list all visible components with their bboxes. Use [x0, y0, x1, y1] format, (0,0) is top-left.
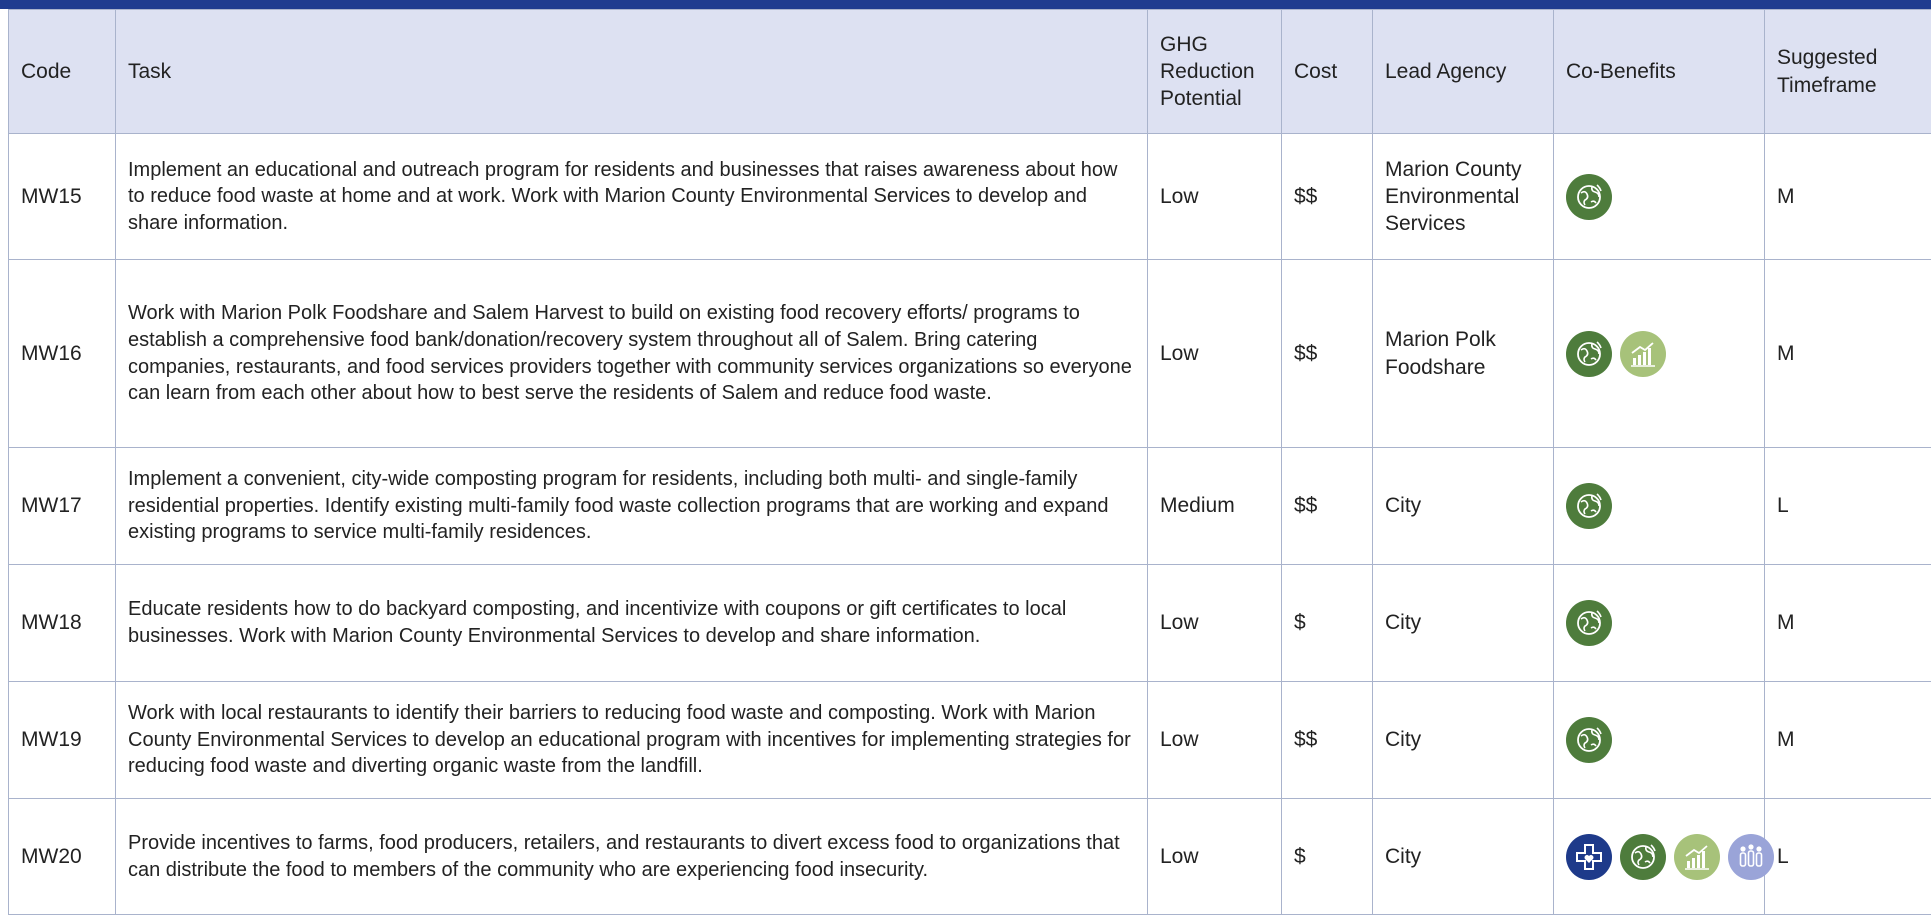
- row-ghg: Low: [1148, 260, 1282, 448]
- table-row: [9, 260, 1931, 448]
- header-cost: Cost: [1282, 10, 1373, 134]
- row-task: Implement an educational and outreach program for residents and businesses that raises awareness about how to reduce food waste at home and at work. Work with Marion County Environmental Services to develop and share information.: [116, 134, 1148, 260]
- row-task: Provide incentives to farms, food producers, retailers, and restaurants to divert excess food to organizations that can distribute the food to members of the community who are experiencing food insecurity.: [116, 799, 1148, 915]
- row-cost: $$: [1282, 260, 1373, 448]
- row-code: MW19: [9, 682, 116, 799]
- row-cost: $$: [1282, 134, 1373, 260]
- row-timeframe: M: [1765, 134, 1931, 260]
- header-code: Code: [9, 10, 116, 134]
- row-code: MW20: [9, 799, 116, 915]
- co-benefit-icons: [1566, 717, 1752, 763]
- row-timeframe: M: [1765, 260, 1931, 448]
- economy-icon: [1674, 834, 1720, 880]
- row-ghg: Low: [1148, 799, 1282, 915]
- row-task: Work with Marion Polk Foodshare and Salem Harvest to build on existing food recovery efforts/ programs to establish a comprehensive food bank/donation/recovery system throughout all of Salem. Bring catering companies, restaurants, and food services providers together with community services organizations so everyone can learn from each other about how to best serve the residents of Salem and reduce food waste.: [116, 260, 1148, 448]
- environment-icon: [1566, 717, 1612, 763]
- row-cost: $: [1282, 799, 1373, 915]
- table-row: [9, 134, 1931, 260]
- row-lead-agency: Marion County Environmental Services: [1373, 134, 1554, 260]
- table-row: [9, 682, 1931, 799]
- row-co-benefits: [1554, 134, 1765, 260]
- row-co-benefits: [1554, 448, 1765, 565]
- economy-icon: [1620, 331, 1666, 377]
- row-ghg: Medium: [1148, 448, 1282, 565]
- row-ghg: Low: [1148, 134, 1282, 260]
- row-code: MW15: [9, 134, 116, 260]
- row-co-benefits: [1554, 260, 1765, 448]
- environment-icon: [1566, 174, 1612, 220]
- row-ghg: Low: [1148, 682, 1282, 799]
- row-task: Implement a convenient, city-wide composting program for residents, including both multi- and single-family residential properties. Identify existing multi-family food waste collection programs that are working and expand existing programs to service multi-family residences.: [116, 448, 1148, 565]
- row-co-benefits: [1554, 682, 1765, 799]
- row-code: MW16: [9, 260, 116, 448]
- co-benefit-icons: [1566, 600, 1752, 646]
- header-timeframe: Suggested Timeframe: [1765, 10, 1931, 134]
- co-benefit-icons: [1566, 483, 1752, 529]
- row-code: MW17: [9, 448, 116, 565]
- row-lead-agency: City: [1373, 565, 1554, 682]
- co-benefit-icons: [1566, 174, 1752, 220]
- environment-icon: [1620, 834, 1666, 880]
- action-plan-table: [8, 9, 1931, 915]
- header-task: Task: [116, 10, 1148, 134]
- row-cost: $$: [1282, 448, 1373, 565]
- co-benefit-icons: [1566, 834, 1752, 880]
- row-lead-agency: City: [1373, 448, 1554, 565]
- header-accent-bar: [0, 0, 1931, 9]
- row-cost: $: [1282, 565, 1373, 682]
- health-icon: [1566, 834, 1612, 880]
- row-lead-agency: City: [1373, 799, 1554, 915]
- header-co-benefits: Co-Benefits: [1554, 10, 1765, 134]
- co-benefit-icons: [1566, 331, 1752, 377]
- table-row: [9, 448, 1931, 565]
- row-task: Work with local restaurants to identify their barriers to reducing food waste and composting. Work with Marion County Environmental Services to develop an educational program with incentives for implementing strategies for reducing food waste and diverting organic waste from the landfill.: [116, 682, 1148, 799]
- row-cost: $$: [1282, 682, 1373, 799]
- row-co-benefits: [1554, 565, 1765, 682]
- header-lead-agency: Lead Agency: [1373, 10, 1554, 134]
- row-timeframe: L: [1765, 448, 1931, 565]
- table-row: [9, 565, 1931, 682]
- row-lead-agency: City: [1373, 682, 1554, 799]
- row-task: Educate residents how to do backyard composting, and incentivize with coupons or gift certificates to local businesses. Work with Marion County Environmental Services to develop and share information.: [116, 565, 1148, 682]
- row-lead-agency: Marion Polk Foodshare: [1373, 260, 1554, 448]
- environment-icon: [1566, 600, 1612, 646]
- row-ghg: Low: [1148, 565, 1282, 682]
- equity-icon: [1728, 834, 1774, 880]
- row-code: MW18: [9, 565, 116, 682]
- row-timeframe: M: [1765, 565, 1931, 682]
- table-header-row: [9, 10, 1931, 134]
- table-row: [9, 799, 1931, 915]
- row-timeframe: L: [1765, 799, 1931, 915]
- environment-icon: [1566, 331, 1612, 377]
- environment-icon: [1566, 483, 1612, 529]
- row-timeframe: M: [1765, 682, 1931, 799]
- row-co-benefits: [1554, 799, 1765, 915]
- header-ghg: GHG Reduction Potential: [1148, 10, 1282, 134]
